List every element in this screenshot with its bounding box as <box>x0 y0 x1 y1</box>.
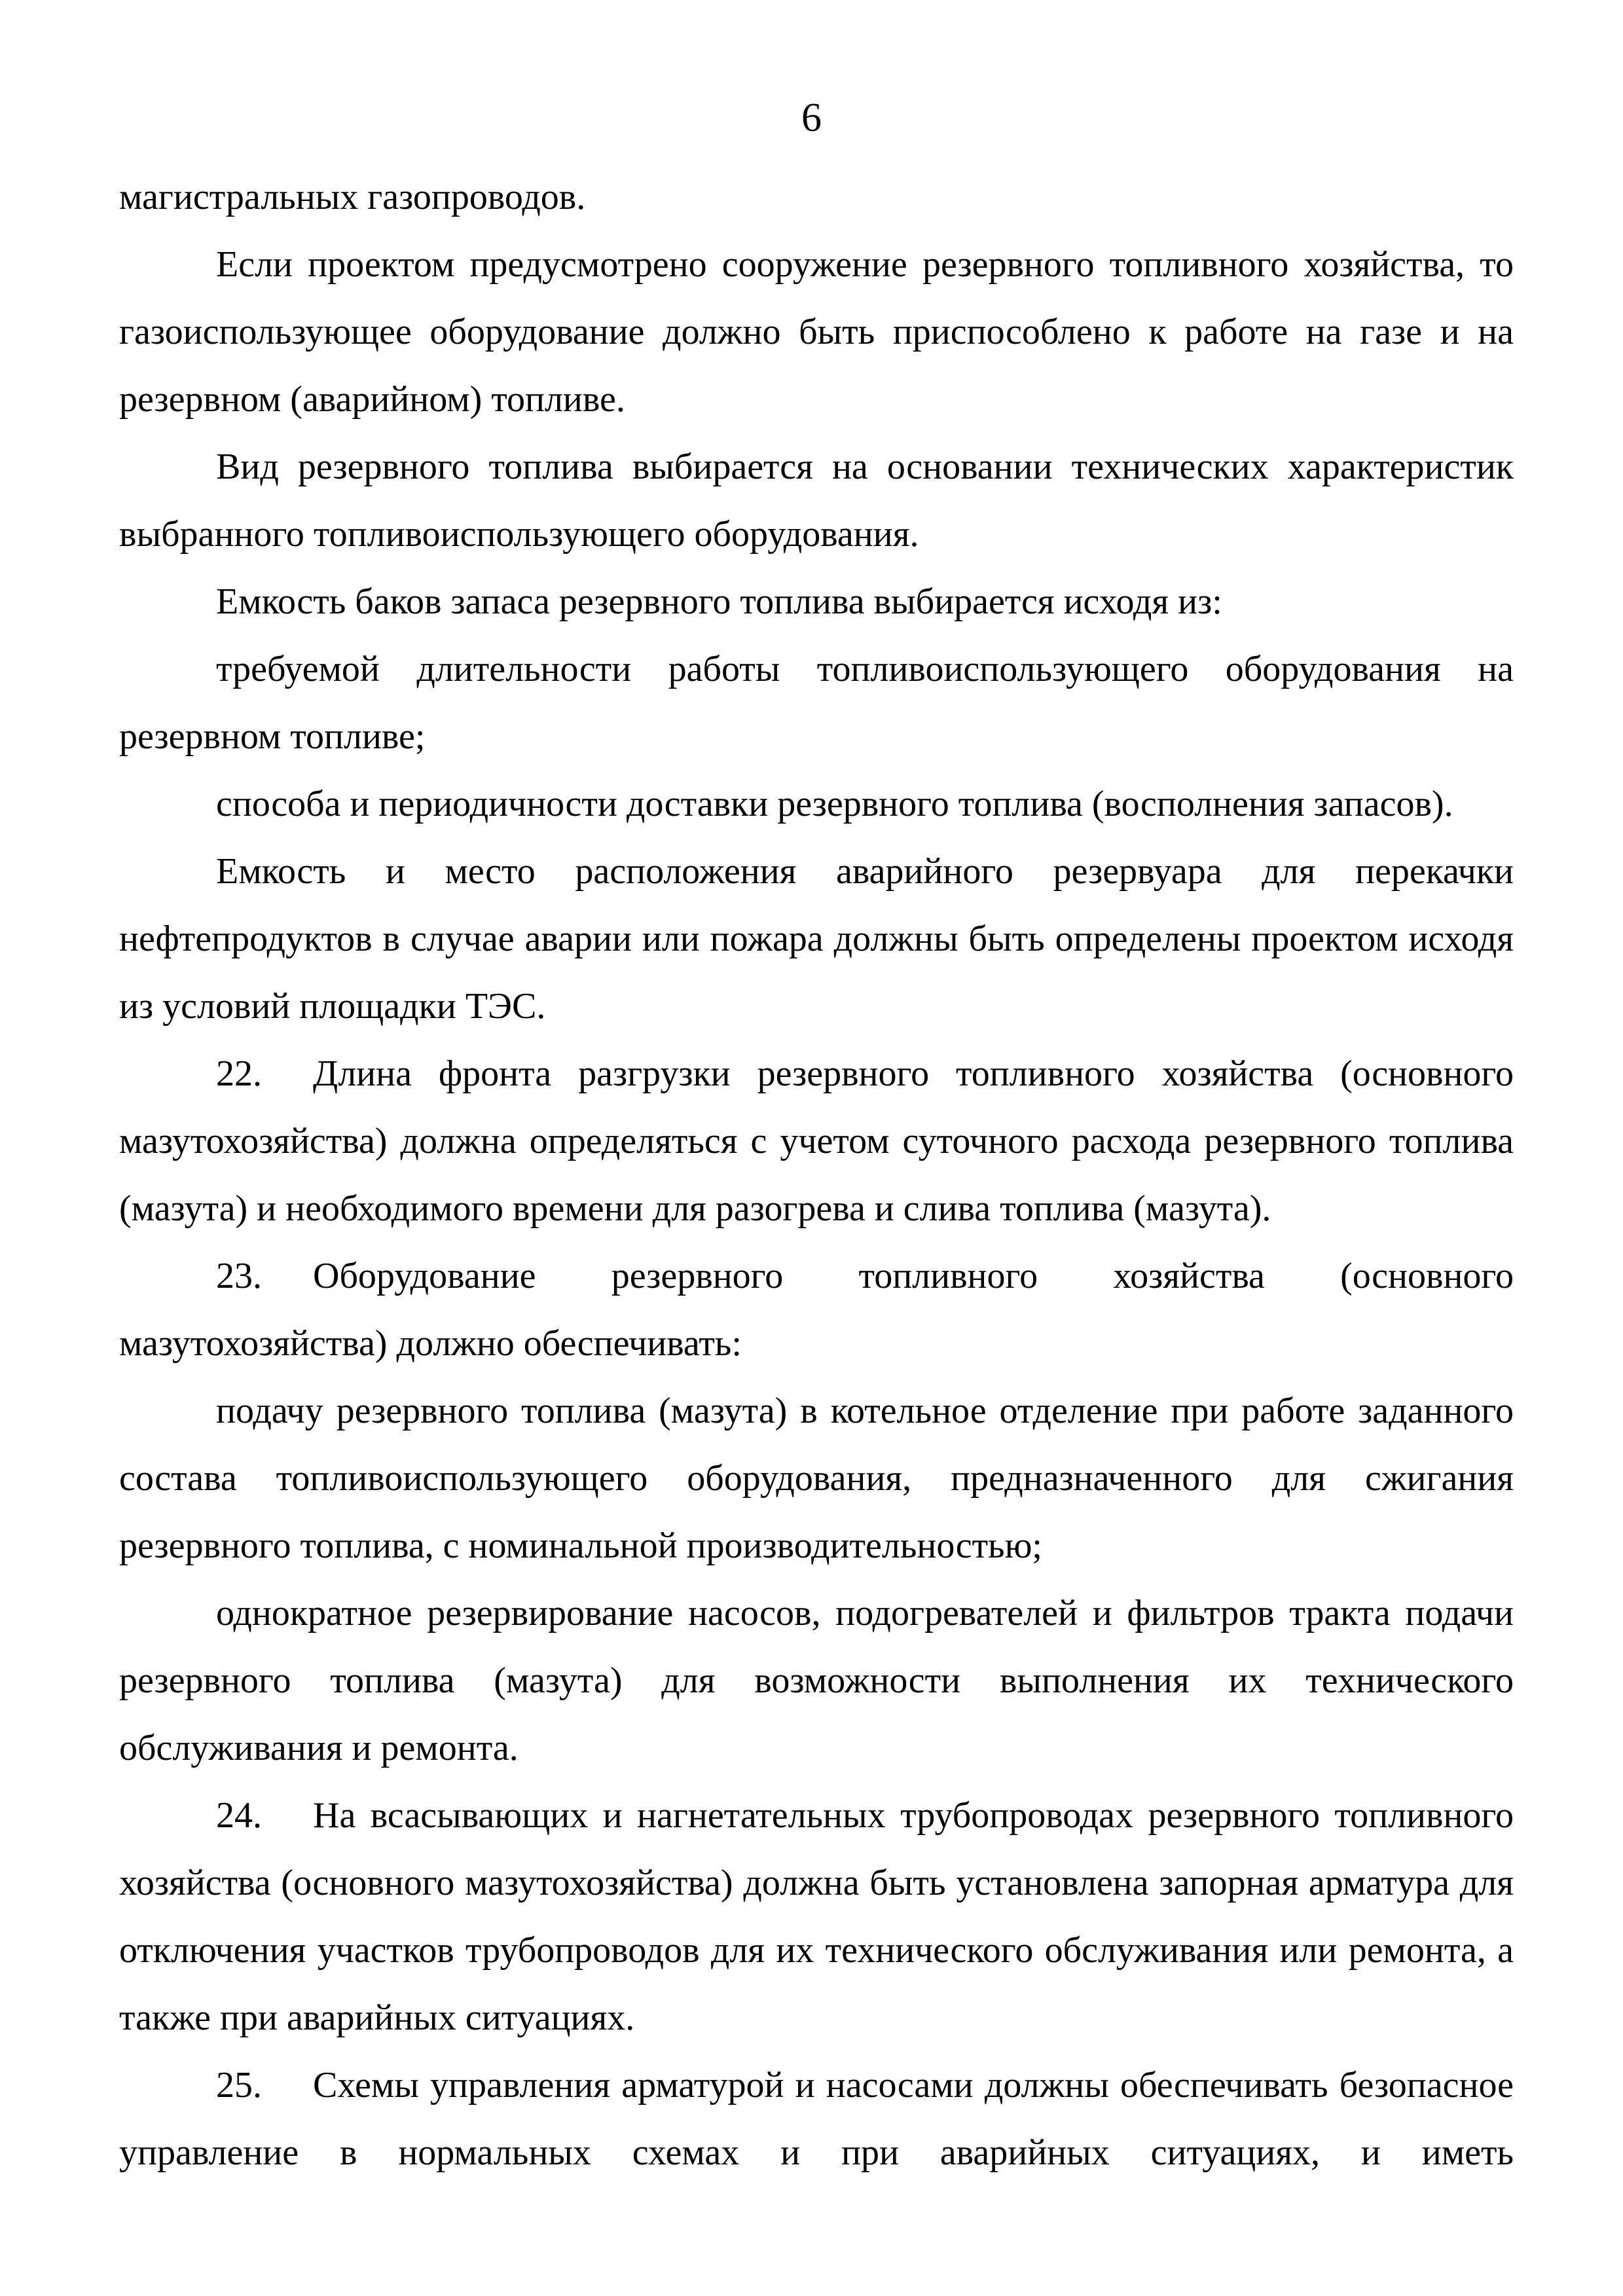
list-item-required-duration: требуемой длительности работы топливоиспользующего оборудования на резервном топливе; <box>119 649 1514 757</box>
paragraph-reserve-fuel-facility: Если проектом предусмотрено сооружение резервного топливного хозяйства, то газоиспользующее оборудование должно быть приспособлено к работе на газе и на резервном (аварийном) топливе. <box>119 244 1514 420</box>
paragraph-continuation: магистральных газопроводов. <box>119 177 586 217</box>
paragraph-reserve-fuel-type: Вид резервного топлива выбирается на основании технических характеристик выбранного топливоиспользующего оборудования. <box>119 446 1514 555</box>
clause-22 <box>119 1040 1514 1243</box>
clause-24-text: На всасывающих и нагнетательных трубопроводах резервного топливного хозяйства (основного мазутохозяйства) должна быть установлена запорная арматура для отключения участков трубопроводов для их технического обслуживания или ремонта, а также при аварийных ситуациях. <box>119 1795 1514 2038</box>
list-item-delivery-method: способа и периодичности доставки резервного топлива (восполнения запасов). <box>216 784 1453 824</box>
list-item-redundancy: однократное резервирование насосов, подогревателей и фильтров тракта подачи резервного топлива (мазута) для возможности выполнения их технического обслуживания и ремонта. <box>119 1593 1514 1768</box>
clause-25-text: Схемы управления арматурой и насосами должны обеспечивать безопасное управление в нормальных схемах и при аварийных ситуациях, и иметь <box>119 2065 1514 2173</box>
clause-number-23: 23. <box>216 1256 262 1296</box>
clause-number-22: 22. <box>216 1053 262 1094</box>
clause-23 <box>119 1243 1514 1377</box>
clause-23-text: Оборудование резервного топливного хозяйства (основного мазутохозяйства) должно обеспечивать: <box>119 1256 1514 1364</box>
document-body <box>119 164 1514 2187</box>
clause-24 <box>119 1782 1514 2052</box>
clause-number-24: 24. <box>216 1795 262 1836</box>
paragraph-emergency-reservoir: Емкость и место расположения аварийного резервуара для перекачки нефтепродуктов в случае аварии или пожара должны быть определены проектом исходя из условий площадки ТЭС. <box>119 851 1514 1027</box>
clause-number-25: 25. <box>216 2065 262 2105</box>
paragraph-tank-capacity-intro: Емкость баков запаса резервного топлива выбирается исходя из: <box>216 581 1222 622</box>
clause-25 <box>119 2052 1514 2187</box>
page-number: 6 <box>801 96 822 140</box>
clause-22-text: Длина фронта разгрузки резервного топливного хозяйства (основного мазутохозяйства) должна определяться с учетом суточного расхода резервного топлива (мазута) и необходимого времени для разогрева и слива топлива (мазута). <box>119 1053 1514 1229</box>
list-item-fuel-supply: подачу резервного топлива (мазута) в котельное отделение при работе заданного состава топливоиспользующего оборудования, предназначенного для сжигания резервного топлива, с номинальной производительностью; <box>119 1391 1514 1566</box>
